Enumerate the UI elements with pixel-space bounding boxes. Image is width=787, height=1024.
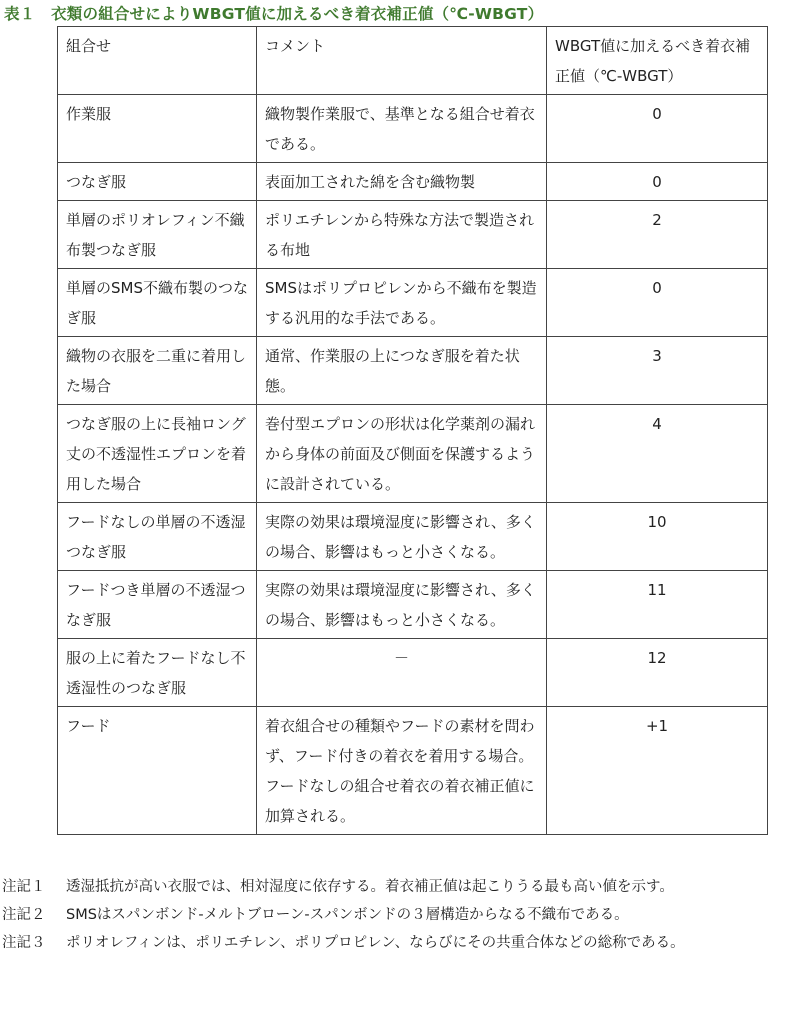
comment-cell: 通常、作業服の上につなぎ服を着た状態。	[257, 337, 547, 405]
comment-cell: －	[257, 639, 547, 707]
combination-cell: 服の上に着たフードなし不透湿性のつなぎ服	[58, 639, 257, 707]
note-label: 注記２	[2, 907, 46, 923]
note-text: 透湿抵抗が高い衣服では、相対湿度に依存する。着衣補正値は起こりうる最も高い値を示す。	[66, 879, 674, 895]
clothing-adjustment-table	[57, 26, 768, 835]
comment-cell: 巻付型エプロンの形状は化学薬剤の漏れから身体の前面及び側面を保護するように設計されている。	[257, 405, 547, 503]
value-cell: 10	[547, 503, 768, 571]
combination-cell: つなぎ服	[58, 163, 257, 201]
notes-section	[2, 873, 772, 957]
table-row	[58, 95, 768, 163]
comment-cell: 実際の効果は環境湿度に影響され、多くの場合、影響はもっと小さくなる。	[257, 571, 547, 639]
comment-cell: ポリエチレンから特殊な方法で製造される布地	[257, 201, 547, 269]
table-row	[58, 571, 768, 639]
combination-cell: フードつき単層の不透湿つなぎ服	[58, 571, 257, 639]
value-cell: 2	[547, 201, 768, 269]
value-cell: 11	[547, 571, 768, 639]
combination-cell: つなぎ服の上に長袖ロング丈の不透湿性エプロンを着用した場合	[58, 405, 257, 503]
comment-cell: SMSはポリプロピレンから不織布を製造する汎用的な手法である。	[257, 269, 547, 337]
header-comment: コメント	[257, 27, 547, 95]
note-label: 注記３	[2, 935, 46, 951]
combination-cell: 単層のポリオレフィン不織布製つなぎ服	[58, 201, 257, 269]
comment-cell: 表面加工された綿を含む織物製	[257, 163, 547, 201]
table-row	[58, 269, 768, 337]
note-item	[2, 929, 772, 957]
value-cell: 3	[547, 337, 768, 405]
table-row	[58, 707, 768, 835]
value-cell: 0	[547, 95, 768, 163]
combination-cell: 作業服	[58, 95, 257, 163]
table-row	[58, 405, 768, 503]
combination-cell: 単層のSMS不織布製のつなぎ服	[58, 269, 257, 337]
note-item	[2, 901, 772, 929]
note-text: ポリオレフィンは、ポリエチレン、ポリプロピレン、ならびにその共重合体などの総称である。	[66, 935, 685, 951]
table-row	[58, 163, 768, 201]
header-combination: 組合せ	[58, 27, 257, 95]
table-row	[58, 639, 768, 707]
value-cell: 12	[547, 639, 768, 707]
table-row	[58, 337, 768, 405]
combination-cell: 織物の衣服を二重に着用した場合	[58, 337, 257, 405]
comment-cell: 着衣組合せの種類やフードの素材を問わず、フード付きの着衣を着用する場合。フードなしの組合せ着衣の着衣補正値に加算される。	[257, 707, 547, 835]
value-cell: 0	[547, 163, 768, 201]
comment-cell: 織物製作業服で、基準となる組合せ着衣である。	[257, 95, 547, 163]
header-adjustment-value: WBGT値に加えるべき着衣補正値（℃-WBGT）	[547, 27, 768, 95]
table-row	[58, 201, 768, 269]
comment-cell: 実際の効果は環境湿度に影響され、多くの場合、影響はもっと小さくなる。	[257, 503, 547, 571]
table-row	[58, 503, 768, 571]
value-cell: +1	[547, 707, 768, 835]
note-item	[2, 873, 772, 901]
note-label: 注記１	[2, 879, 46, 895]
table-header-row	[58, 27, 768, 95]
combination-cell: フードなしの単層の不透湿つなぎ服	[58, 503, 257, 571]
table-caption: 表１ 衣類の組合せによりWBGT値に加えるべき着衣補正値（℃-WBGT）	[4, 5, 544, 23]
combination-cell: フード	[58, 707, 257, 835]
note-text: SMSはスパンボンド-メルトブローン-スパンボンドの３層構造からなる不織布である。	[66, 907, 629, 923]
value-cell: 0	[547, 269, 768, 337]
value-cell: 4	[547, 405, 768, 503]
